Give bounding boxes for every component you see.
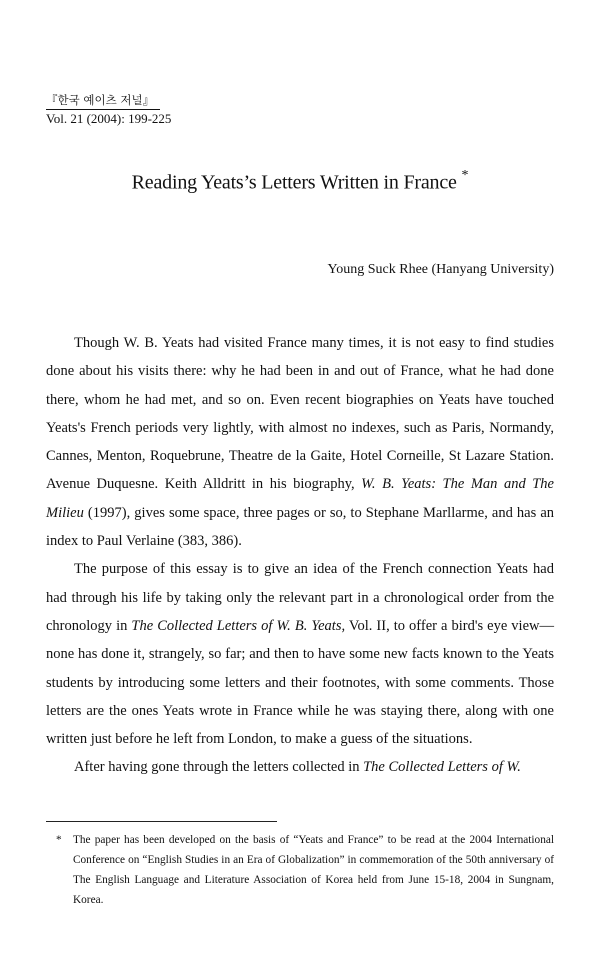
article-title	[0, 170, 600, 195]
footnote-mark: *	[56, 834, 62, 846]
article-body	[46, 329, 554, 782]
article-title-text: Reading Yeats’s Letters Written in France	[131, 171, 457, 194]
footnote-divider	[46, 821, 277, 822]
footnote-text: The paper has been developed on the basis of “Yeats and France” to be read at the 2004 International Conference on “English Studies in an Era of Globalization” in commemoration of the 50th anniversary of The English Language and Literature Association of Korea held from June 15-18, 2004 in Sungnam, Korea.	[73, 834, 554, 906]
paragraph-2-text-a: The purpose of this essay is to give an idea of the French connection Yeats had had through his life by taking only the relevant part in a chronological order from the chronology in	[46, 561, 554, 634]
journal-header	[46, 92, 171, 127]
paragraph-1-italic: W. B. Yeats: The Man and The Milieu	[46, 476, 554, 521]
title-footnote-mark: *	[461, 168, 469, 183]
paragraph-3-italic: The Collected Letters of W.	[363, 759, 521, 776]
author-affiliation: Young Suck Rhee (Hanyang University)	[327, 262, 554, 277]
paragraph-1	[46, 329, 554, 555]
paragraph-3-text-a: After having gone through the letters collected in	[74, 759, 364, 776]
footnote	[46, 830, 554, 910]
paragraph-2	[46, 555, 554, 753]
paragraph-1-text-b: (1997), gives some space, three pages or so, to Stephane Marllarme, and has an index to Paul Verlaine (383, 386).	[46, 504, 554, 550]
paragraph-2-text-b: Vol. II, to offer a bird's eye view—none has done it, strangely, so far; and then to have some new facts known to the Yeats students by introducing some letters and their footnotes, with some comments. Those letters are the ones Yeats wrote in France while he was staying there, along with one written just before he left from London, to make a guess of the situations.	[46, 617, 554, 748]
journal-name: 『한국 예이츠 저널』	[46, 92, 160, 110]
paragraph-3	[46, 753, 554, 781]
volume-info: Vol. 21 (2004): 199-225	[46, 111, 172, 126]
paragraph-2-italic: The Collected Letters of W. B. Yeats,	[131, 617, 346, 634]
paragraph-1-text-a: Though W. B. Yeats had visited France many times, it is not easy to find studies done about his visits there: why he had been in and out of France, what he had done there, whom he had met, and so on. Even recent biographies on Yeats have touched Yeats's French periods very lightly, with almost no indexes, such as Paris, Normandy, Cannes, Menton, Roquebrune, Theatre de la Gaite, Hotel Corneille, St Lazare Station. Avenue Duquesne. Keith Alldritt in his biography,	[46, 335, 554, 493]
